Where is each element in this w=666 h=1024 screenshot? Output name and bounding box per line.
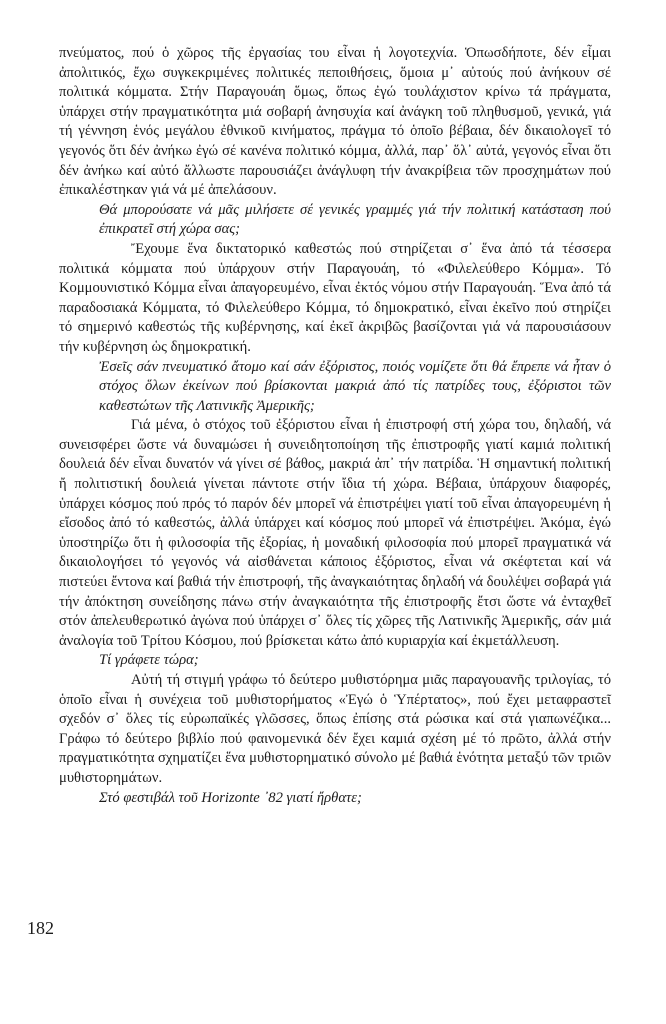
answer-paragraph: Ἔχουμε ἕνα δικτατορικό καθεστώς πού στηρίζεται σ᾽ ἕνα ἀπό τά τέσσερα πολιτικά κόμματα πού ὑπάρχουν στήν Παραγουάη, τό «Φιλελεύθερο Κόμμα». Τό Κομμουνιστικό Κόμμα εἶναι ἀπαγορευμένο, εἶναι ἐκτός νόμου στήν Παραγουάη. Ἕνα ἀπό τά παραδοσιακά Κόμματα, τό Φιλελεύθερο Κόμμα, τό δημοκρατικό, εἶναι ἐκεῖνο πού στηρίζει τό σημερινό καθεστώς τῆς κυβέρνησης, καί ἐκεῖ ἀκριβῶς βασίζονται γιά νά παρουσιάσουν τήν κυβέρνηση ὡς δημοκρατική. <box>59 240 611 355</box>
page-number: 182 <box>27 918 54 938</box>
answer-paragraph: Γιά μένα, ὁ στόχος τοῦ ἐξόριστου εἶναι ἡ ἐπιστροφή στή χώρα του, δηλαδή, νά συνεισφέρει ὥστε νά δυναμώσει ἡ συνειδητοποίηση τῆς ἐπιστροφῆς γιατί καμιά πολιτική δουλειά δέν εἶναι δυνατόν νά γίνει σέ βάθος, μακριά ἀπ᾽ τήν πατρίδα. Ἡ σημαντική πολιτική ἤ πολιτιστική δουλειά γίνεται πάντοτε στήν ἴδια τή χώρα. Βέβαια, ὑπάρχουν διαφορές, ὑπάρχει κόσμος πού πρός τό παρόν δέν μπορεῖ νά ἐπιστρέψει γιατί τοῦ εἶναι ἀπαγορευμένη ἡ εἴσοδος ἀπό τό καθεστώς, ἀλλά ὑπάρχει καί κόσμος πού μπορεῖ νά ἐπιστρέψει. Ἀκόμα, ἐγώ ὑποστηρίζω ὅτι ἡ φιλοσοφία τῆς ἐξορίας, ἡ μοναδική φιλοσοφία πού μπορεῖ πραγματικά νά δικαιολογήσει τό γεγονός νά αἰσθάνεται κάποιος ἐξόριστος, εἶναι νά σκέφτεται καί νά πιστεύει ἔντονα καί βαθιά τήν ἐπιστροφή, τῆς ἀναγκαιότητας δηλαδή νά δουλέψει σοβαρά γιά τήν ἀπόκτηση συνείδησης πάνω στήν ἀναγκαιότητα τῆς ἐπιστροφῆς ἔτσι ὥστε νά ἐνταχθεῖ στόν ἀπελευθερωτικό ἀγώνα πού ὑπάρχει σ᾽ ὅλες τίς χῶρες τῆς Λατινικῆς Ἀμερικῆς, σάν μιά ἀναλογία τοῦ Τρίτου Κόσμου, πού βρίσκεται κάτω ἀπό κυριαρχία καί ἐκμετάλλευση. <box>59 417 611 649</box>
interview-question: Ἐσεῖς σάν πνευματικό ἄτομο καί σάν ἐξόριστος, ποιός νομίζετε ὅτι θά ἔπρεπε νά ἦταν ὁ στόχος ὅλων ἐκείνων πού βρίσκονται μακριά ἀπό τίς πατρίδες τους, ἐξόριστοι τῶν καθεστώτων τῆς Λατινικῆς Ἀμερικῆς; <box>99 358 611 414</box>
interview-question: Θά μπορούσατε νά μᾶς μιλήσετε σέ γενικές γραμμές γιά τήν πολιτική κατάσταση πού ἐπικρατεῖ στή χώρα σας; <box>99 201 611 238</box>
interview-question: Τί γράφετε τώρα; <box>99 652 199 669</box>
body-text <box>59 44 611 808</box>
interview-question: Στό φεστιβάλ τοῦ Horizonte ᾽82 γιατί ἤρθατε; <box>99 789 362 806</box>
answer-paragraph: πνεύματος, πού ὁ χῶρος τῆς ἐργασίας του εἶναι ἡ λογοτεχνία. Ὁπωσδήποτε, δέν εἶμαι ἀπολιτικός, ἔχω συγκεκριμένες πολιτικές πεποιθήσεις, ὅμοια μ᾽ αὐτούς πού ἀνήκουν σέ πολιτικά κόμματα. Στήν Παραγουάη ὅμως, ὅπως ἐγώ τουλάχιστον κρίνω τά πράγματα, ὑπάρχει στήν πραγματικότητα μιά σοβαρή ἀνησυχία καί ἀνάγκη τοῦ πληθυσμοῦ, γενικά, γιά τή γέννηση ἑνός μεγάλου ἐθνικοῦ κινήματος, πράγμα τό ὁποῖο βέβαια, δέν δικαιολογεῖ τό γεγονός ὅτι δέν ἀνήκω ἐγώ σέ κανένα πολιτικό κόμμα, ἀλλά, παρ᾽ ὅλ᾽ αὐτά, γεγονός εἶναι ὅτι δέν ἀνήκω καί αὐτό ἄλλωστε παρουσιάζει ἀνάγλυφη τήν ἀνακρίβεια τῶν προσχημάτων πού ἐπικαλέστηκαν γιά νά μέ ἀπελάσουν. <box>59 45 611 199</box>
answer-paragraph: Αὐτή τή στιγμή γράφω τό δεύτερο μυθιστόρημα μιᾶς παραγουανῆς τριλογίας, τό ὁποῖο εἶναι ἡ συνέχεια τοῦ μυθιστορήματος «Ἐγώ ὁ Ὑπέρτατος», πού ἔχει μεταφραστεῖ σχεδόν σ᾽ ὅλες τίς εὐρωπαϊκές γλῶσσες, ὅπως ἐπίσης στά ρώσικα καί στά γιαπωνέζικα... Γράφω τό δεύτερο βιβλίο πού φαινομενικά δέν ἔχει καμιά σχέση μέ τό πρῶτο, ἀλλά στήν πραγματικότητα σχηματίζει ἕνα μυθιστορηματικό σύνολο μέ βαθιά ἑνότητα μεταξύ τῶν τριῶν μυθιστορημάτων. <box>59 672 611 786</box>
